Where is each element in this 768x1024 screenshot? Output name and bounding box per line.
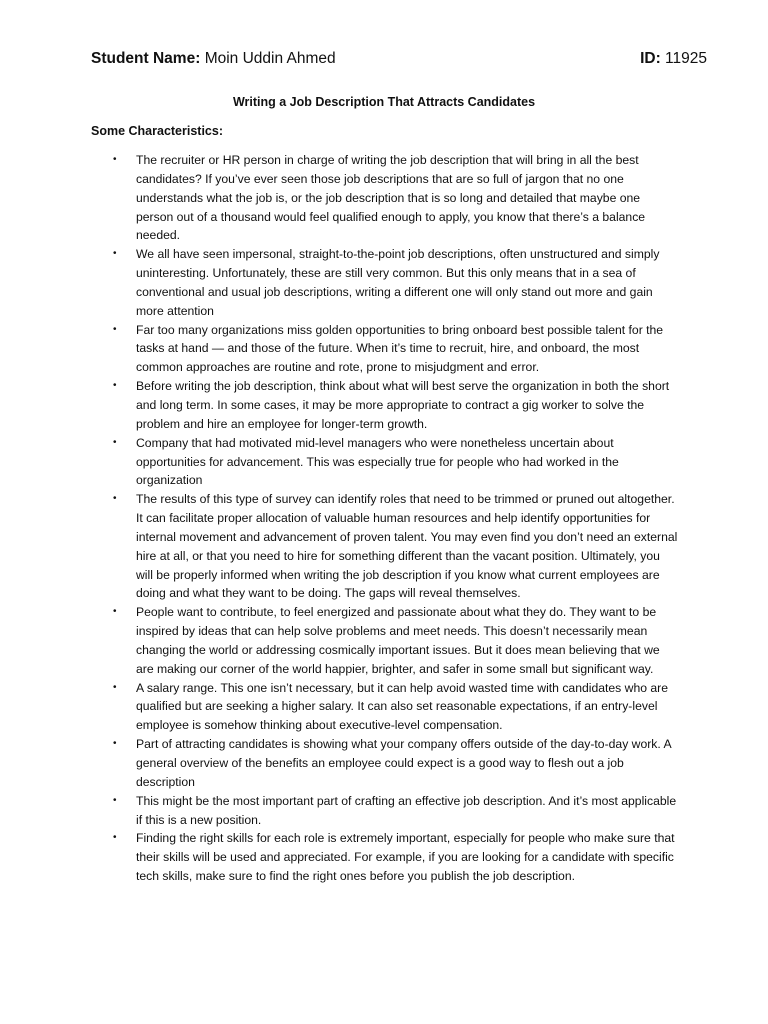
- list-item-text: A salary range. This one isn’t necessary, but it can help avoid wasted time with candidates who are qualified but are seeking a higher salary. It can also set reasonable expectations, if an entry-level employee is somehow thinking about executive-level compensation.: [136, 680, 669, 733]
- bullet-icon: •: [113, 154, 117, 165]
- bullet-icon: •: [113, 606, 117, 618]
- list-item: [0, 151, 768, 245]
- bullet-icon: •: [113, 323, 117, 335]
- bullet-icon: •: [113, 248, 117, 260]
- list-item-text: Company that had motivated mid-level managers who were nonetheless uncertain about opportunities for advancement. This was especially true for people who had worked in the organization: [136, 435, 619, 488]
- list-item: [0, 377, 768, 434]
- document-header: [91, 48, 707, 72]
- list-item-text: Before writing the job description, think about what will best serve the organization in both the short and long term. In some cases, it may be more appropriate to contract a gig worker to solve the problem and hire an employee for longer-term growth.: [136, 379, 670, 431]
- bullet-icon: •: [113, 436, 117, 448]
- list-item: [0, 735, 768, 792]
- list-item: [0, 434, 768, 491]
- list-item-text: Part of attracting candidates is showing what your company offers outside of the day-to-day work. A general overview of the benefits an employee could expect is a good way to flesh out a job description: [136, 737, 671, 789]
- list-item-text: We all have seen impersonal, straight-to-the-point job descriptions, often unstructured and simply uninteresting. Unfortunately, these are still very common. But this only means that in a sea of conventional and usual job descriptions, writing a different one will only stand out more and gain more attention: [136, 247, 660, 318]
- list-item: [0, 679, 768, 736]
- list-item-text: The recruiter or HR person in charge of writing the job description that will bring in all the best candidates? If you’ve ever seen those job descriptions that are so full of jargon that no one understands what the job is, or the job description that is so long and detailed that maybe one person out of a thousand would feel qualified enough to apply, you know that there’s a balance needed.: [136, 153, 646, 243]
- student-id-line: [640, 48, 707, 70]
- list-item-text: Finding the right skills for each role is extremely important, especially for people who make sure that their skills will be used and appreciated. For example, if you are looking for a candidate with specific tech skills, make sure to find the right ones before you publish the job description.: [136, 831, 675, 884]
- student-id-value: 11925: [665, 50, 707, 67]
- list-item: [0, 603, 768, 678]
- list-item-text: This might be the most important part of crafting an effective job description. And it’s most applicable if this is a new position.: [136, 793, 677, 827]
- characteristics-list: [0, 151, 768, 886]
- bullet-icon: •: [113, 681, 117, 693]
- list-item-text: Far too many organizations miss golden opportunities to bring onboard best possible talent for the tasks at hand — and those of the future. When it’s time to recruit, hire, and onboard, the most common approaches are routine and rote, prone to misjudgment and error.: [136, 322, 664, 375]
- list-item: [0, 321, 768, 378]
- document-title: Writing a Job Description That Attracts Candidates: [232, 95, 536, 109]
- student-name-value: Moin Uddin Ahmed: [204, 50, 336, 67]
- list-item-text: People want to contribute, to feel energized and passionate about what they do. They want to be inspired by ideas that can help solve problems and meet needs. This doesn’t necessarily mean changing the world or addressing cosmically important issues. But it does mean believing that we are making our corner of the world happier, brighter, and safer in some small but significant way.: [136, 605, 660, 676]
- student-name-label: Student Name:: [91, 50, 201, 67]
- list-item: [0, 490, 768, 603]
- bullet-icon: •: [113, 380, 117, 392]
- section-heading: Some Characteristics:: [91, 124, 224, 138]
- bullet-icon: •: [113, 832, 117, 844]
- student-id-label: ID:: [640, 50, 661, 67]
- bullet-icon: •: [113, 738, 117, 750]
- list-item: [0, 829, 768, 886]
- bullet-icon: •: [113, 794, 117, 806]
- student-name-line: [91, 48, 336, 70]
- bullet-icon: •: [113, 493, 117, 505]
- list-item-text: The results of this type of survey can identify roles that need to be trimmed or pruned out altogether. It can facilitate proper allocation of valuable human resources and help identify opportunities for internal movement and advancement of proven talent. You may even find you don’t need an external hire at all, or that you need to hire for something different than the vacant position. Ultimately, you will be properly informed when writing the job description if you know what current employees are doing and what they want to be doing. The gaps will reveal themselves.: [136, 492, 678, 601]
- list-item: [0, 245, 768, 320]
- list-item: [0, 792, 768, 830]
